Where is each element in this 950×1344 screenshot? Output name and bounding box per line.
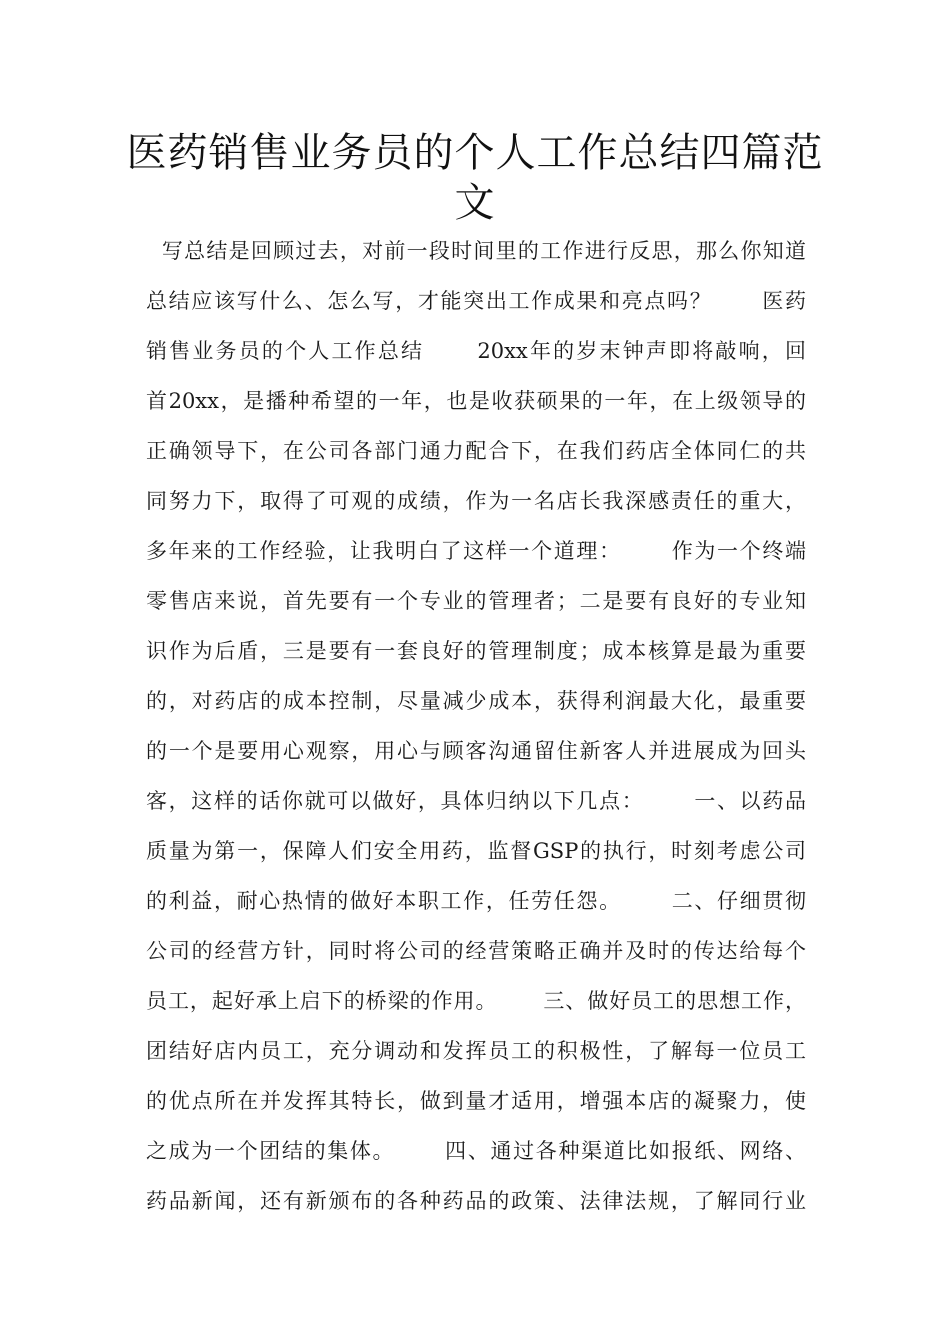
text-line: 公司的经营方针，同时将公司的经营策略正确并及时的传达给每个 — [146, 939, 806, 963]
text-line: 的，对药店的成本控制，尽量减少成本，获得利润最大化，最重要 — [146, 689, 806, 713]
text-line: 零售店来说，首先要有一个专业的管理者；二是要有良好的专业知 — [146, 589, 806, 613]
text-line: 多年来的工作经验，让我明白了这样一个道理： 作为一个终端 — [146, 539, 806, 563]
text-line: 总结应该写什么、怎么写，才能突出工作成果和亮点吗？ 医药 — [146, 289, 806, 313]
text-line: 同努力下，取得了可观的成绩，作为一名店长我深感责任的重大， — [146, 489, 806, 513]
document-body — [146, 226, 806, 1226]
text-line: 正确领导下，在公司各部门通力配合下，在我们药店全体同仁的共 — [146, 439, 806, 463]
text-line: 质量为第一，保障人们安全用药，监督GSP的执行，时刻考虑公司 — [146, 839, 806, 863]
document-title — [120, 128, 830, 228]
text-line: 之成为一个团结的集体。 四、通过各种渠道比如报纸、网络、 — [146, 1139, 806, 1163]
text-line: 写总结是回顾过去，对前一段时间里的工作进行反思，那么你知道 — [146, 239, 806, 263]
text-line: 首20xx，是播种希望的一年，也是收获硕果的一年，在上级领导的 — [146, 389, 806, 413]
text-line: 销售业务员的个人工作总结 20xx年的岁末钟声即将敲响，回 — [146, 339, 806, 363]
text-line: 员工，起好承上启下的桥梁的作用。 三、做好员工的思想工作， — [146, 989, 806, 1013]
text-line: 的一个是要用心观察，用心与顾客沟通留住新客人并进展成为回头 — [146, 739, 806, 763]
text-line: 团结好店内员工，充分调动和发挥员工的积极性，了解每一位员工 — [146, 1039, 806, 1063]
text-line: 的优点所在并发挥其特长，做到量才适用，增强本店的凝聚力，使 — [146, 1089, 806, 1113]
text-line: 客，这样的话你就可以做好，具体归纳以下几点： 一、以药品 — [146, 789, 806, 813]
title-line-1: 医药销售业务员的个人工作总结四篇范 — [126, 130, 824, 176]
text-line: 识作为后盾，三是要有一套良好的管理制度；成本核算是最为重要 — [146, 639, 806, 663]
text-line: 药品新闻，还有新颁布的各种药品的政策、法律法规，了解同行业 — [146, 1189, 806, 1213]
title-line-2: 文 — [454, 180, 496, 226]
text-line: 的利益，耐心热情的做好本职工作，任劳任怨。 二、仔细贯彻 — [146, 889, 806, 913]
